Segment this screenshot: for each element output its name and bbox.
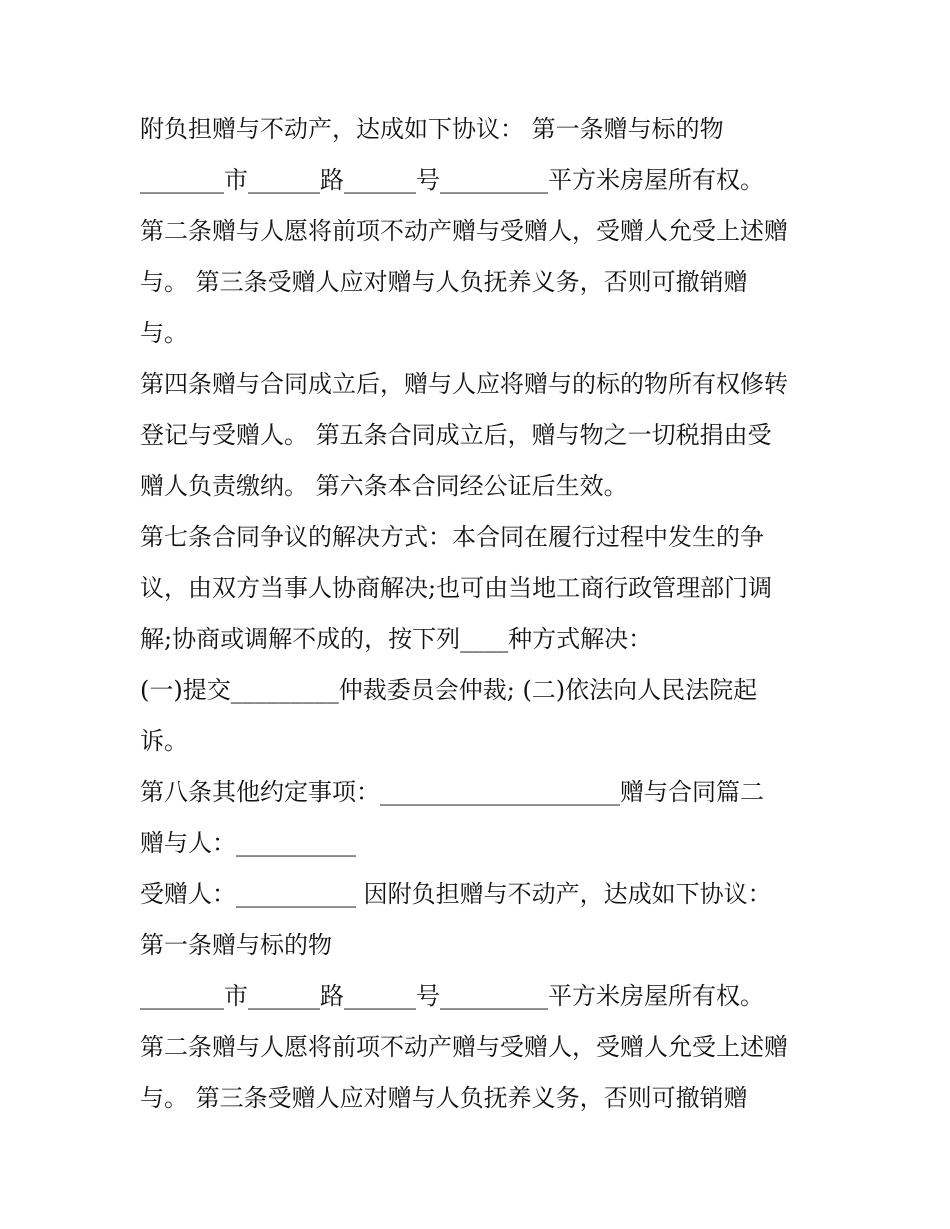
text-line: 第八条其他约定事项：____________________赠与合同篇二 <box>140 778 764 806</box>
text-line: 附负担赠与不动产，达成如下协议： 第一条赠与标的物 <box>140 115 724 143</box>
text-line: 第二条赠与人愿将前项不动产赠与受赠人，受赠人允受上述赠 <box>140 1033 788 1061</box>
text-line: 第七条合同争议的解决方式：本合同在履行过程中发生的争 <box>140 523 764 551</box>
text-line: 赠与人：__________ <box>140 829 356 857</box>
text-line: 与。 第三条受赠人应对赠与人负抚养义务，否则可撤销赠 <box>140 268 748 296</box>
text-line: _______市______路______号_________平方米房屋所有权。 <box>140 166 764 194</box>
text-line: 第一条赠与标的物 <box>140 931 332 959</box>
text-line: 受赠人：__________ 因附负担赠与不动产，达成如下协议： <box>140 880 772 908</box>
text-line: 第二条赠与人愿将前项不动产赠与受赠人，受赠人允受上述赠 <box>140 217 788 245</box>
text-line: 与。 <box>140 319 188 347</box>
text-line: 赠人负责缴纳。 第六条本合同经公证后生效。 <box>140 472 628 500</box>
text-line: _______市______路______号_________平方米房屋所有权。 <box>140 982 764 1010</box>
text-line: 解;协商或调解不成的，按下列____种方式解决： <box>140 625 653 653</box>
text-line: 第四条赠与合同成立后，赠与人应将赠与的标的物所有权修转 <box>140 370 788 398</box>
text-line: (一)提交_________仲裁委员会仲裁; (二)依法向人民法院起 <box>140 676 758 704</box>
text-line: 与。 第三条受赠人应对赠与人负抚养义务，否则可撤销赠 <box>140 1084 748 1112</box>
text-line: 登记与受赠人。 第五条合同成立后，赠与物之一切税捐由受 <box>140 421 772 449</box>
text-line: 诉。 <box>140 727 188 755</box>
text-line: 议，由双方当事人协商解决;也可由当地工商行政管理部门调 <box>140 574 773 602</box>
